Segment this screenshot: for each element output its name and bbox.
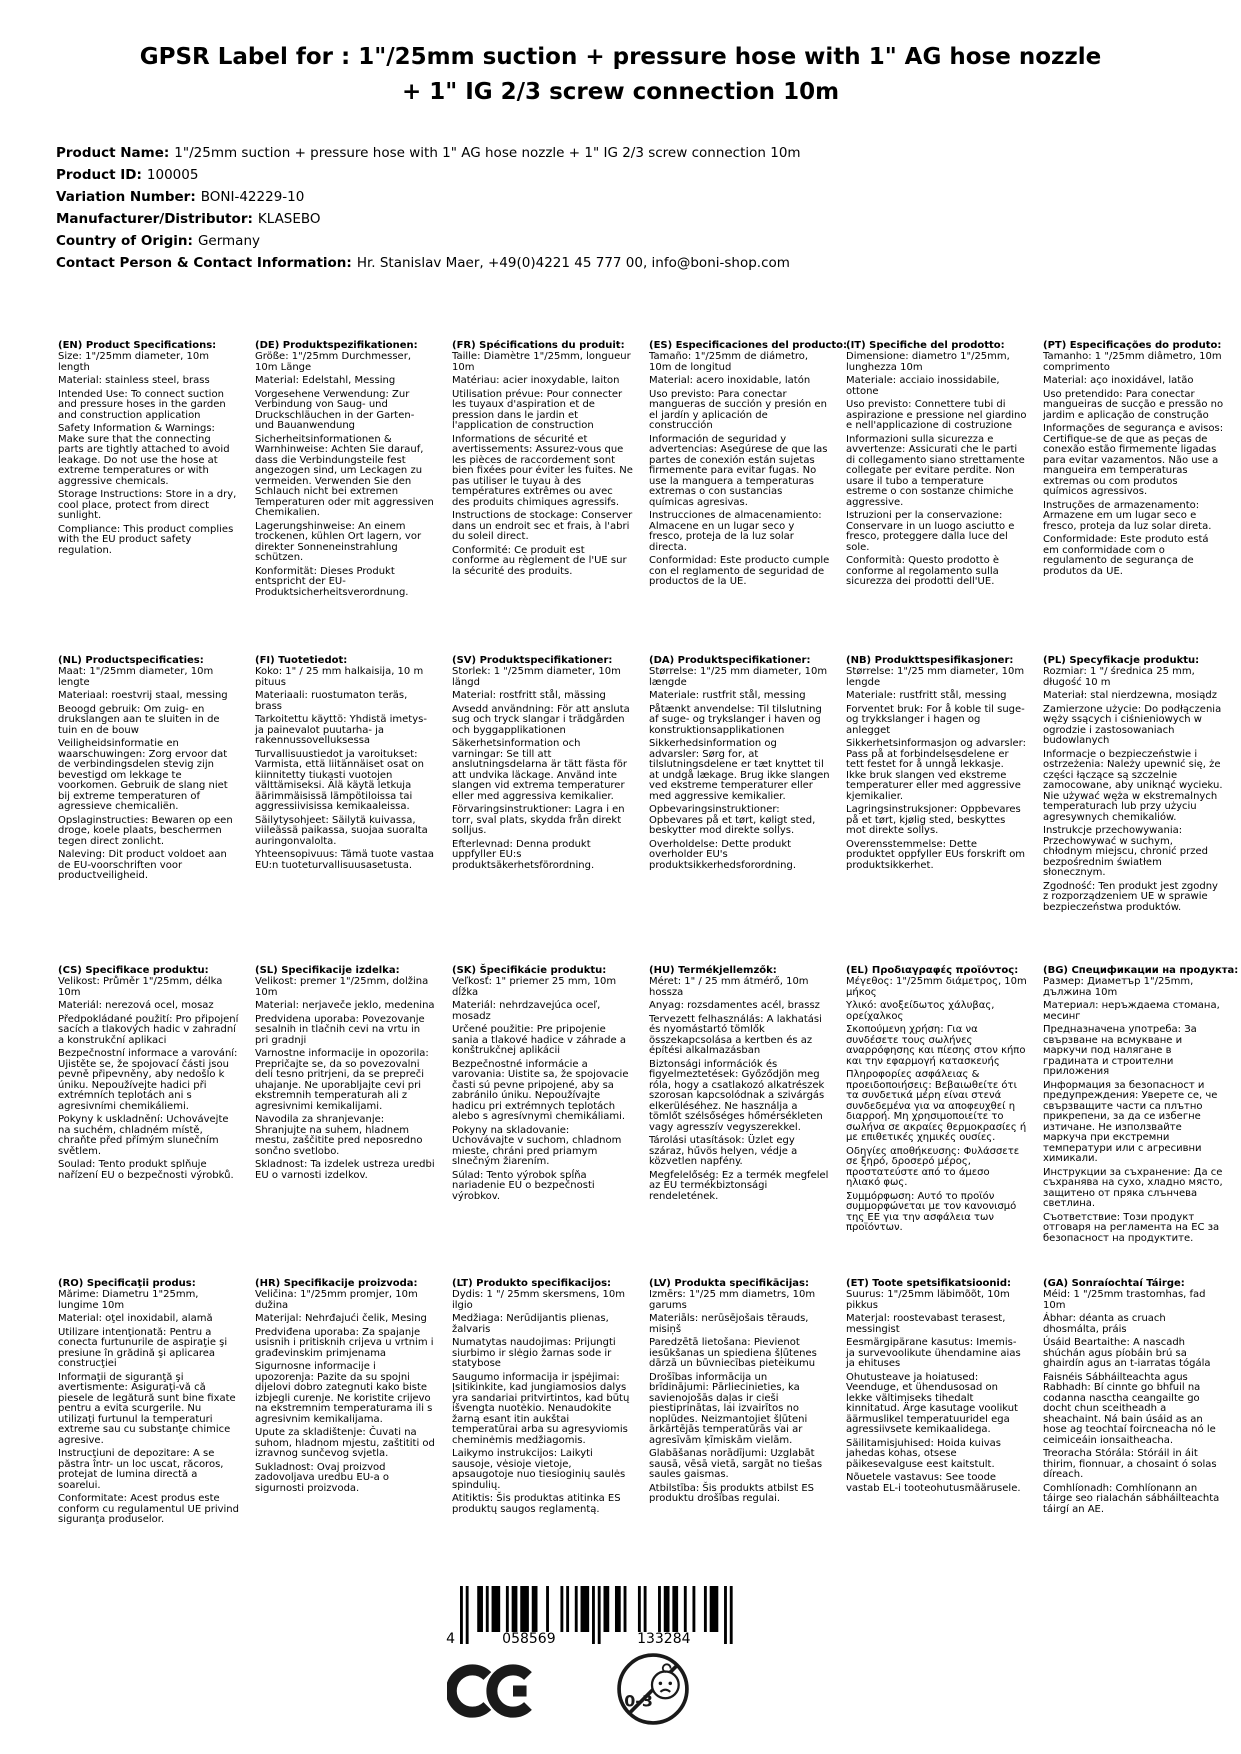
spec-paragraph: Instrucciones de almacenamiento: Almacene en un lugar seco y fresco, proteja de la luz solar directa. [649, 510, 822, 553]
spec-paragraph: Megfelelőség: Ez a termék megfelel az EU termékbiztonsági rendeletének. [649, 1169, 829, 1202]
spec-paragraph: Drošības informācija un brīdinājumi: Pārliecinieties, ka savienojošās daļas ir cieši piestiprinātas, lai izvairītos no noplūdes. Neizmantojiet šļūteni ārkārtējās temperatūrās vai ar agresīvām ķīmiskām vielām. [649, 1371, 808, 1446]
spec-paragraph: Dimensione: diametro 1"/25mm, lunghezza 10m [846, 351, 1010, 373]
spec-paragraph: Storlek: 1 "/25mm diameter, 10m längd [452, 666, 621, 688]
spec-block-lt [452, 1278, 633, 1529]
spec-block-hr [255, 1278, 436, 1529]
spec-block-title: (CS) Specifikace produktu: [58, 965, 209, 976]
spec-block-hu [649, 965, 830, 1278]
spec-paragraph: Turvallisuustiedot ja varoitukset: Varmista, että liitännäiset osat on kiinnitetty tiukasti vuotojen välttämiseksi. Älä käytä letkuja äärimmäisissä lämpötiloissa tai aggressiivisissa kemikaaleissa. [255, 748, 425, 812]
spec-block-title: (SV) Produktspecifikationer: [452, 655, 613, 666]
spec-paragraph: Materjal: roostevabast terasest, messingist [846, 1313, 1006, 1335]
spec-paragraph: Informacje o bezpieczeństwie i ostrzeżenia: Należy upewnić się, że części łączące są szczelnie zamocowane, aby uniknąć wycieku. Nie używać węża w ekstremalnych temperaturach lub przy użyciu agresywnych chemikaliów. [1043, 748, 1223, 823]
spec-paragraph: Pokyny k uskladnění: Uchovávejte na suchém, chladném místě, chraňte před přímým slunečním světlem. [58, 1114, 229, 1157]
spec-paragraph: Предназначена употреба: За свързване на всмукване и маркучи под налягане в градината и строителни приложения [1043, 1024, 1197, 1077]
spec-paragraph: Navodila za shranjevanje: Shranjujte na suhem, hladnem mestu, zaščitite pred neposredno sončno svetlobo. [255, 1114, 423, 1157]
spec-block-sl [255, 965, 436, 1278]
spec-paragraph: Materiale: rustfrit stål, messing [649, 690, 806, 701]
spec-paragraph: Συμμόρφωση: Αυτό το προϊόν συμμορφώνεται με τον κανονισμό της ΕΕ για την ασφάλεια των προϊόντων. [846, 1190, 1017, 1233]
info-label: Variation Number: [56, 189, 196, 205]
spec-paragraph: Dydis: 1 "/ 25mm skersmens, 10m ilgio [452, 1289, 625, 1311]
spec-paragraph: Storage Instructions: Store in a dry, cool place, protect from direct sunlight. [58, 489, 237, 521]
spec-paragraph: Maat: 1"/25mm diameter, 10m lengte [58, 666, 214, 688]
spec-paragraph: Efterlevnad: Denna produkt uppfyller EU:s produktsäkerhetsförordning. [452, 838, 595, 871]
spec-paragraph: Materiāls: nerūsējošais tērauds, misiņš [649, 1313, 809, 1335]
spec-paragraph: Materijal: Nehrđajući čelik, Mesing [255, 1313, 427, 1324]
spec-block-pt [1043, 340, 1224, 655]
spec-paragraph: Laikymo instrukcijos: Laikyti sausoje, vėsioje vietoje, apsaugotoje nuo tiesioginių saulės spindulių. [452, 1448, 626, 1491]
spec-paragraph: Material: acero inoxidable, latón [649, 375, 811, 386]
spec-block-title: (RO) Specificaţii produs: [58, 1278, 196, 1289]
spec-paragraph: Velikost: Průměr 1"/25mm, délka 10m [58, 976, 223, 998]
spec-paragraph: Nõuetele vastavus: See toode vastab EL-i tooteohutusmäärusele. [846, 1472, 1021, 1494]
info-value: Germany [197, 233, 260, 249]
spec-paragraph: Varnostne informacije in opozorila: Prepričajte se, da so povezovalni deli tesno pritrjeni, da se prepreči uhajanje. Ne uporabljajte cevi pri ekstremnih temperaturah ali z agresivnimi kemikalijami. [255, 1048, 429, 1112]
spec-paragraph: Paredzētā lietošana: Pievienot iesūkšanas un spiediena šļūtenes dārzā un būvniecības pieteikumu [649, 1337, 817, 1369]
spec-paragraph: Velikost: premer 1"/25mm, dolžina 10m [255, 976, 429, 998]
spec-paragraph: Méret: 1" / 25 mm átmérő, 10m hossza [649, 976, 809, 998]
spec-paragraph: Veiligheidsinformatie en waarschuwingen: Zorg ervoor dat de verbindingsdelen stevig zijn bevestigd om lekkage te voorkomen. Gebruik de slang niet bij extreme temperaturen of agressieve chemicaliën. [58, 738, 228, 812]
info-value: 1"/25mm suction + pressure hose with 1" AG hose nozzle + 1" IG 2/3 screw connection 10m [174, 145, 801, 161]
spec-block-title: (NB) Produkttspesifikasjoner: [846, 655, 1014, 666]
spec-block-title: (SL) Specifikacije izdelka: [255, 965, 400, 976]
spec-paragraph: Suurus: 1"/25mm läbimõõt, 10m pikkus [846, 1289, 1010, 1311]
spec-paragraph: Matériau: acier inoxydable, laiton [452, 375, 620, 386]
spec-paragraph: Comhlíonadh: Comhlíonann an táirge seo rialachán sábháilteachta táirgí an AE. [1043, 1482, 1220, 1515]
spec-block-title: (SK) Špecifikácie produktu: [452, 965, 607, 976]
spec-paragraph: Material: aço inoxidável, latão [1043, 375, 1194, 386]
spec-paragraph: Izmērs: 1"/25 mm diametrs, 10m garums [649, 1289, 816, 1311]
spec-paragraph: Uso previsto: Para conectar mangueras de succión y presión en el jardín y aplicación de construcción [649, 388, 827, 431]
info-label: Country of Origin: [56, 233, 193, 249]
spec-paragraph: Mărime: Diametru 1"25mm, lungime 10m [58, 1289, 199, 1311]
info-label: Product Name: [56, 145, 170, 161]
spec-paragraph: Soulad: Tento produkt splňuje nařízení EU o bezpečnosti výrobků. [58, 1159, 234, 1181]
spec-paragraph: Instructions de stockage: Conserver dans un endroit sec et frais, à l'abri du soleil direct. [452, 510, 633, 542]
spec-block-title: (IT) Specifiche del prodotto: [846, 340, 1005, 351]
spec-paragraph: Opslaginstructies: Bewaren op een droge, koele plaats, beschermen tegen direct zonlicht. [58, 814, 233, 847]
spec-paragraph: Informaţii de siguranţă şi avertismente: Asiguraţi-vă că piesele de legătură sunt bine fixate pentru a evita scurgerile. Nu utilizaţi furtunul la temperaturi extreme sau cu substanţe chimice agresive. [58, 1371, 236, 1446]
spec-paragraph: Informações de segurança e avisos: Certifique-se de que as peças de conexão estão firmemente ligadas para evitar vazamentos. Não use a mangueira em temperaturas extremas ou com produtos químicos agressivos. [1043, 423, 1224, 497]
spec-paragraph: Predviđena uporaba: Za spajanje usisnih i pritisknih crijeva u vrtnim i građevinskim primjenama [255, 1326, 434, 1359]
spec-paragraph: Tamanho: 1 "/25mm diâmetro, 10m comprimento [1043, 351, 1222, 373]
info-value: Hr. Stanislav Maer, +49(0)4221 45 777 00, info@boni-shop.com [356, 255, 790, 271]
spec-paragraph: Konformität: Dieses Produkt entspricht der EU-Produktsicherheitsverordnung. [255, 565, 409, 598]
spec-paragraph: Sukladnost: Ovaj proizvod zadovoljava uredbu EU-a o sigurnosti proizvoda. [255, 1461, 390, 1494]
spec-paragraph: Material: stainless steel, brass [58, 375, 210, 386]
product-info-row [56, 230, 801, 252]
spec-paragraph: Materiaal: roestvrij staal, messing [58, 690, 228, 701]
spec-paragraph: Materiale: acciaio inossidabile, ottone [846, 375, 1000, 397]
product-info-row [56, 186, 801, 208]
product-info-row [56, 164, 801, 186]
spec-paragraph: Съответствие: Този продукт отговаря на регламента на ЕС за безопасност на продуктите. [1043, 1211, 1220, 1244]
ean13-barcode [440, 1586, 736, 1652]
spec-paragraph: Zamierzone użycie: Do podłączenia węży ssących i ciśnieniowych w ogrodzie i zastosowaniach budowlanych [1043, 703, 1222, 746]
spec-paragraph: Naleving: Dit product voldoet aan de EU-voorschriften voor productveiligheid. [58, 849, 227, 881]
info-value: KLASEBO [257, 211, 321, 227]
spec-paragraph: Méid: 1 "/25mm trastomhas, fad 10m [1043, 1289, 1206, 1311]
barcode-icon [440, 1586, 736, 1648]
spec-paragraph: Ábhar: déanta as cruach dhosmálta, práis [1043, 1313, 1166, 1335]
spec-paragraph: Anyag: rozsdamentes acél, brassz [649, 1000, 820, 1011]
spec-block-bg [1043, 965, 1239, 1278]
spec-paragraph: Информация за безопасност и предупреждения: Уверете се, че свързващите части са плътно прикрепени, за да се избегне изтичане. Не използвайте маркуча при екстремни температури или с агресивни химикали. [1043, 1079, 1218, 1164]
spec-paragraph: Instrukcje przechowywania: Przechowywać w suchym, chłodnym miejscu, chronić przed bezpośrednim światłem słonecznym. [1043, 825, 1209, 878]
spec-paragraph: Conformité: Ce produit est conforme au règlement de l'UE sur la sécurité des produits. [452, 544, 627, 577]
barcode-digits: 133284 [637, 1631, 691, 1647]
product-info-row [56, 252, 801, 274]
spec-paragraph: Sikkerhedsinformation og advarsler: Sørg for, at tilslutningsdelene er tæt knyttet til at undgå lækage. Brug ikke slangen ved ekstreme temperaturer eller med aggressive kemikalier. [649, 738, 830, 802]
spec-paragraph: Material: nerjaveče jeklo, medenina [255, 1000, 435, 1011]
spec-block-fr [452, 340, 633, 655]
spec-paragraph: Bezpečnostné informácie a varovania: Uistite sa, že spojovacie časti sú pevne pripojené, aby sa zabránilo úniku. Nepoužívajte hadicu pri extrémnych teplotách alebo s agresívnymi chemikáliami. [452, 1058, 629, 1122]
spec-paragraph: Numatytas naudojimas: Prijungti siurbimo ir slėgio žarnas sode ir statybose [452, 1337, 616, 1369]
spec-paragraph: Yhteensopivuus: Tämä tuote vastaa EU:n tuoteturvallisuusasetusta. [255, 849, 434, 871]
info-label: Manufacturer/Distributor: [56, 211, 253, 227]
baby-face [652, 1672, 679, 1699]
spec-paragraph: Säilitamisjuhised: Hoida kuivas jahedas kohas, otsese päikesevalguse eest kaitstult. [846, 1437, 1002, 1470]
spec-paragraph: Koko: 1" / 25 mm halkaisija, 10 m pituus [255, 666, 424, 688]
spec-block-title: (FI) Tuotetiedot: [255, 655, 348, 666]
spec-paragraph: Instrucţiuni de depozitare: A se păstra într- un loc uscat, răcoros, protejat de lumina directă a soarelui. [58, 1448, 224, 1491]
info-label: Product ID: [56, 167, 142, 183]
spec-block-title: (DA) Produktspecifikationer: [649, 655, 811, 666]
spec-block-title: (HR) Specifikacije proizvoda: [255, 1278, 418, 1289]
spec-paragraph: Forventet bruk: For å koble til suge- og trykkslanger i hagen og anlegget [846, 703, 1025, 736]
spec-paragraph: Uso previsto: Connettere tubi di aspirazione e pressione nel giardino e nell'applicazione di costruzione [846, 399, 1027, 431]
page-title: GPSR Label for : 1"/25mm suction + pressure hose with 1" AG hose nozzle + 1" IG 2/3 screw connection 10m [139, 44, 1102, 105]
age-warning-label: 0-3 [624, 1691, 653, 1711]
spec-block-sv [452, 655, 633, 965]
spec-grid [58, 340, 1239, 1529]
spec-paragraph: Istruzioni per la conservazione: Conservare in un luogo asciutto e fresco, proteggere dalla luce del sole. [846, 510, 1015, 553]
spec-block-es [649, 340, 848, 655]
spec-block-pl [1043, 655, 1224, 965]
spec-paragraph: Säilytysohjeet: Säilytä kuivassa, viileässä paikassa, suojaa suoralta auringonvalolta. [255, 814, 428, 847]
spec-paragraph: Určené použitie: Pre pripojenie sania a tlakové hadice v záhrade a konštrukčnej aplikácii [452, 1024, 626, 1056]
spec-paragraph: Úsáid Beartaithe: A nascadh shúchán agus píobáin brú sa ghairdín agus an t-iarratas tógála [1043, 1337, 1211, 1369]
spec-paragraph: Tervezett felhasználás: A lakhatási és nyomástartó tömlők összekapcsolása a kertben és az építési alkalmazásban [649, 1013, 822, 1056]
spec-paragraph: Veličina: 1"/25mm promjer, 10m dužina [255, 1289, 418, 1311]
spec-paragraph: Conformidade: Este produto está em conformidade com o regulamento de segurança de produtos da UE. [1043, 534, 1209, 577]
spec-paragraph: Conformità: Questo prodotto è conforme al regolamento sulla sicurezza dei prodotti dell'UE. [846, 555, 1000, 587]
spec-paragraph: Eesmärgipärane kasutus: Imemis- ja survevoolikute ühendamine aias ja ehituses [846, 1337, 1021, 1369]
spec-paragraph: Conformidad: Este producto cumple con el reglamento de seguridad de productos de la UE. [649, 555, 830, 587]
spec-block-da [649, 655, 830, 965]
spec-paragraph: Förvaringsinstruktioner: Lagra i en torr, sval plats, skydda från direkt solljus. [452, 804, 625, 836]
spec-paragraph: Utilizare intenţionată: Pentru a conecta furtunurile de aspiraţie şi presiune în grădină şi aplicarea construcţiei [58, 1326, 228, 1369]
spec-paragraph: Инструкции за съхранение: Да се съхранява на сухо, хладно място, защитено от пряка слънчева светлина. [1043, 1166, 1223, 1209]
spec-block-title: (LT) Produkto specifikacijos: [452, 1278, 612, 1289]
spec-block-title: (HU) Termékjellemzők: [649, 965, 777, 976]
spec-paragraph: Información de seguridad y advertencias: Asegúrese de que las partes de conexión están sujetas firmemente para evitar fugas. No use la manguera a temperaturas extremas o con sustancias químicas agresivas. [649, 433, 828, 508]
spec-paragraph: Οδηγίες αποθήκευσης: Φυλάσσετε σε ξηρό, δροσερό μέρος, προστατεύστε από το άμεσο ηλιακό φως. [846, 1145, 1020, 1188]
ce-mark [447, 1662, 535, 1724]
age-warning-0-3-icon [616, 1652, 690, 1726]
spec-paragraph: Instruções de armazenamento: Armazene em um lugar seco e fresco, proteja da luz solar direta. [1043, 499, 1212, 532]
barcode-digits: 058569 [502, 1631, 556, 1647]
spec-block-title: (DE) Produktspezifikationen: [255, 340, 418, 351]
spec-paragraph: Předpokládané použití: Pro připojení sacích a tlakových hadic v zahradní a konstrukční aplikaci [58, 1013, 239, 1046]
product-info [56, 142, 801, 274]
spec-paragraph: Sikkerhetsinformasjon og advarsler: Pass på at forbindelsesdelene er tett festet for å unngå lekkasje. Ikke bruk slangen ved ekstreme temperaturer eller med aggressive kjemikalier. [846, 738, 1026, 802]
spec-paragraph: Overholdelse: Dette produkt overholder EU's produktsikkerhedsforordning. [649, 838, 797, 871]
spec-paragraph: Zgodność: Ten produkt jest zgodny z rozporządzeniem UE w sprawie bezpieczeństwa produktów. [1043, 880, 1218, 913]
spec-paragraph: Atbilstība: Šis produkts atbilst ES produktu drošības regulai. [649, 1482, 815, 1504]
spec-paragraph: Materiaali: ruostumaton teräs, brass [255, 690, 408, 712]
spec-paragraph: Sigurnosne informacije i upozorenja: Pazite da su spojni dijelovi dobro zategnuti kako biste izbjegli curenje. Ne koristite crijevo na ekstremnim temperaturama ili s agresivnim kemikalijama. [255, 1361, 433, 1425]
spec-paragraph: Pokyny na skladovanie: Uchovávajte v suchom, chladnom mieste, chráni pred priamym slnečným žiarením. [452, 1124, 622, 1167]
spec-paragraph: Størrelse: 1"/25 mm diameter, 10m længde [649, 666, 828, 688]
spec-block-et [846, 1278, 1027, 1529]
spec-paragraph: Materiál: nehrdzavejúca oceľ, mosadz [452, 1000, 601, 1022]
spec-paragraph: Uso pretendido: Para conectar mangueiras de sucção e pressão no jardim e aplicação de construção [1043, 388, 1224, 421]
spec-block-nl [58, 655, 239, 965]
spec-paragraph: Material: oţel inoxidabil, alamă [58, 1313, 213, 1324]
spec-block-title: (PL) Specyfikacje produktu: [1043, 655, 1200, 666]
spec-block-de [255, 340, 436, 655]
spec-paragraph: Tarkoitettu käyttö: Yhdistä imetys- ja painevalot puutarha- ja rakennussovelluksessa [255, 714, 427, 746]
spec-paragraph: Материал: неръждаема стомана, месинг [1043, 1000, 1220, 1022]
spec-paragraph: Intended Use: To connect suction and pressure hoses in the garden and construction application [58, 388, 226, 421]
spec-paragraph: Safety Information & Warnings: Make sure that the connecting parts are tightly attached to avoid leakage. Do not use the hose at extreme temperatures or with aggressive chemicals. [58, 423, 230, 487]
spec-paragraph: Súlad: Tento výrobok spĺňa nariadenie EÚ o bezpečnosti výrobkov. [452, 1169, 595, 1202]
spec-paragraph: Υλικό: ανοξείδωτος χάλυβας, ορείχαλκος [846, 1000, 995, 1022]
spec-block-it [846, 340, 1027, 655]
spec-paragraph: Skladnost: Ta izdelek ustreza uredbi EU o varnosti izdelkov. [255, 1159, 435, 1181]
spec-paragraph: Lagringsinstruksjoner: Oppbevares på et tørt, kjølig sted, beskyttes mot direkte sollys. [846, 804, 1021, 836]
spec-paragraph: Materiál: nerezová ocel, mosaz [58, 1000, 214, 1011]
spec-paragraph: Overensstemmelse: Dette produktet oppfyller EUs forskrift om produktsikkerhet. [846, 838, 1026, 871]
spec-block-cs [58, 965, 239, 1278]
spec-paragraph: Biztonsági információk és figyelmeztetések: Győződjön meg róla, hogy a csatlakozó alkatrészek szorosan kapcsolódnak a szivárgás elkerüléséhez. Ne használja a tömlőt szélsőséges hőmérsékleten vagy agresszív vegyszerekkel. [649, 1058, 825, 1133]
info-value: BONI-42229-10 [200, 189, 305, 205]
spec-block-title: (PT) Especificações do produto: [1043, 340, 1222, 351]
spec-block-title: (EN) Product Specifications: [58, 340, 217, 351]
spec-block-title: (FR) Spécifications du produit: [452, 340, 625, 351]
spec-paragraph: Upute za skladištenje: Čuvati na suhom, hladnom mjestu, zaštititi od izravnog sunčevog svjetla. [255, 1427, 435, 1459]
spec-paragraph: Compliance: This product complies with the EU product safety regulation. [58, 523, 234, 556]
spec-block-sk [452, 965, 633, 1278]
spec-block-el [846, 965, 1027, 1278]
spec-paragraph: Tárolási utasítások: Üzlet egy száraz, hűvös helyen, védje a közvetlen napfény. [649, 1135, 798, 1167]
spec-paragraph: Rozmiar: 1 "/ średnica 25 mm, długość 10 m [1043, 666, 1195, 688]
spec-block-nb [846, 655, 1027, 965]
spec-paragraph: Informazioni sulla sicurezza e avvertenze: Assicurati che le parti di collegamento siano strettamente collegate per evitare perdite. Non usare il tubo a temperature estreme o con sostanze chimiche aggressive. [846, 433, 1025, 508]
spec-block-title: (GA) Sonraíochtaí Táirge: [1043, 1278, 1185, 1289]
product-info-row [56, 142, 801, 164]
ce-mark-icon [447, 1662, 535, 1720]
spec-paragraph: Materiał: stal nierdzewna, mosiądz [1043, 690, 1217, 701]
spec-block-en [58, 340, 239, 655]
spec-paragraph: Avsedd användning: För att ansluta sug och tryck slangar i trädgården och byggapplikationen [452, 703, 630, 736]
info-label: Contact Person & Contact Information: [56, 255, 352, 271]
spec-paragraph: Saugumo informacija ir įspėjimai: Įsitikinkite, kad jungiamosios dalys yra sandariai pritvirtintos, kad būtų išvengta nuotėkio. Nenaudokite žarną esant itin aukštai temperatūrai arba su agresyviomis cheminėmis medžiagomis. [452, 1371, 630, 1446]
spec-paragraph: Medžiaga: Nerūdijantis plienas, žalvaris [452, 1313, 609, 1335]
spec-paragraph: Material: Edelstahl, Messing [255, 375, 396, 386]
spec-paragraph: Μέγεθος: 1"/25mm διάμετρος, 10m μήκος [846, 976, 1027, 998]
spec-paragraph: Σκοπούμενη χρήση: Για να συνδέσετε τους σωλήνες αναρρόφησης και πίεσης στον κήπο και την εφαρμογή κατασκευής [846, 1024, 1026, 1067]
spec-paragraph: Utilisation prévue: Pour connecter les tuyaux d'aspiration et de pression dans le jardin et l'application de construction [452, 388, 623, 431]
spec-block-title: (EL) Προδιαγραφές προϊόντος: [846, 965, 1019, 976]
spec-paragraph: Predvidena uporaba: Povezovanje sesalnih in tlačnih cevi na vrtu in pri gradnji [255, 1013, 425, 1046]
spec-paragraph: Informations de sécurité et avertissements: Assurez-vous que les pièces de raccordement sont bien fixées pour éviter les fuites. Ne pas utiliser le tuyau à des températures extrêmes ou avec des produits chimiques agressifs. [452, 433, 633, 508]
spec-paragraph: Ohutusteave ja hoiatused: Veenduge, et ühendusosad on lekke vältimiseks tihedalt kinnitatud. Ärge kasutage voolikut äärmuslikel temperatuuridel ega agressiivsete kemikaalidega. [846, 1371, 1018, 1435]
spec-block-ga [1043, 1278, 1224, 1529]
spec-paragraph: Größe: 1"/25mm Durchmesser, 10m Länge [255, 351, 411, 373]
spec-paragraph: Materiale: rustfritt stål, messing [846, 690, 1007, 701]
spec-paragraph: Tamaño: 1"/25mm de diámetro, 10m de longitud [649, 351, 809, 373]
spec-paragraph: Sicherheitsinformationen & Warnhinweise: Achten Sie darauf, dass die Verbindungsteile fest angezogen sind, um Leckagen zu vermeiden. Verwenden Sie den Schlauch nicht bei extremen Temperaturen oder mit aggressiven Chemikalien. [255, 433, 434, 518]
spec-block-title: (LV) Produkta specifikācijas: [649, 1278, 809, 1289]
spec-paragraph: Treoracha Stórála: Stóráil in áit thirim, fionnuar, a chosaint ó solas díreach. [1043, 1448, 1217, 1480]
spec-paragraph: Veľkosť: 1" priemer 25 mm, 10m dĺžka [452, 976, 617, 998]
spec-paragraph: Lagerungshinweise: An einem trockenen, kühlen Ort lagern, vor direkter Sonneneinstrahlung schützen. [255, 520, 422, 563]
spec-block-title: (NL) Productspecificaties: [58, 655, 204, 666]
spec-paragraph: Πληροφορίες ασφάλειας & προειδοποιήσεις: Βεβαιωθείτε ότι τα συνδετικά μέρη είναι στενά συνδεδεμένα για να αποφευχθεί η διαρροή. Μη χρησιμοποιείτε το σωλήνα σε ακραίες θερμοκρασίες ή με επιθετικές χημικές ουσίες. [846, 1069, 1027, 1143]
spec-paragraph: Säkerhetsinformation och varningar: Se till att anslutningsdelarna är tätt fästa för att undvika läckage. Använd inte slangen vid extrema temperaturer eller med aggressiva kemikalier. [452, 738, 628, 802]
spec-paragraph: Conformitate: Acest produs este conform cu regulamentul UE privind siguranţa produselor. [58, 1493, 239, 1525]
spec-block-lv [649, 1278, 830, 1529]
spec-block-title: (ES) Especificaciones del producto: [649, 340, 848, 351]
spec-paragraph: Size: 1"/25mm diameter, 10m length [58, 351, 209, 373]
spec-block-title: (BG) Спецификации на продукта: [1043, 965, 1239, 976]
spec-block-fi [255, 655, 436, 965]
age-warning-0-3 [616, 1652, 690, 1730]
info-value: 100005 [146, 167, 199, 183]
spec-paragraph: Material: rostfritt stål, mässing [452, 690, 606, 701]
spec-block-title: (ET) Toote spetsifikatsioonid: [846, 1278, 1012, 1289]
spec-paragraph: Vorgesehene Verwendung: Zur Verbindung von Saug- und Druckschläuchen in der Garten- und Bauanwendung [255, 388, 415, 431]
spec-block-ro [58, 1278, 239, 1529]
spec-paragraph: Påtænkt anvendelse: Til tilslutning af suge- og trykslanger i haven og konstruktionsapplikationen [649, 703, 822, 736]
barcode-digits: 4 [446, 1631, 455, 1647]
spec-paragraph: Размер: Диаметър 1"/25mm, дължина 10m [1043, 976, 1194, 998]
spec-paragraph: Opbevaringsinstruktioner: Opbevares på et tørt, køligt sted, beskytter mod direkte sollys. [649, 804, 816, 836]
spec-paragraph: Glabāšanas norādījumi: Uzglabāt sausā, vēsā vietā, sargāt no tiešas saules gaismas. [649, 1448, 823, 1480]
product-info-row [56, 208, 801, 230]
spec-paragraph: Beoogd gebruik: Om zuig- en drukslangen aan te sluiten in de tuin en de bouw [58, 703, 220, 736]
spec-paragraph: Størrelse: 1"/25 mm diameter, 10m lengde [846, 666, 1025, 688]
spec-paragraph: Atitiktis: Šis produktas atitinka ES produktų saugos reglamentą. [452, 1493, 621, 1515]
spec-paragraph: Taille: Diamètre 1"/25mm, longueur 10m [452, 351, 631, 373]
spec-paragraph: Faisnéis Sábháilteachta agus Rabhadh: Bí cinnte go bhfuil na codanna nasctha ceangailte go docht chun sceitheadh a sheachaint. Ná bain úsáid as an hose ag teochtaí foircneacha nó le ceimiceáin ionsaitheacha. [1043, 1371, 1216, 1446]
spec-paragraph: Bezpečnostní informace a varování: Ujistěte se, že spojovací části jsou pevně připevněny, aby nedošlo k úniku. Nepoužívejte hadici při extrémních teplotách ani s agresivními chemikáliemi. [58, 1048, 238, 1112]
